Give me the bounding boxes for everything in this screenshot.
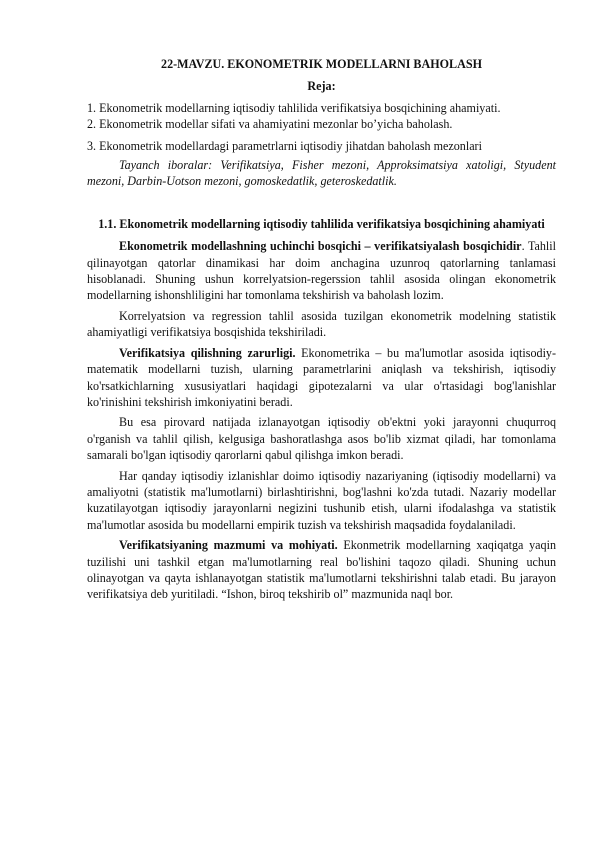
paragraph-lead: Verifikatsiyaning mazmumi va mohiyati.	[119, 538, 338, 553]
body-paragraph	[87, 537, 556, 603]
plan-item: 1. Ekonometrik modellarning iqtisodiy tahlilida verifikatsiya bosqichining ahamiyati.	[87, 100, 501, 115]
paragraph-text: . Tahlil qilinayotgan qatorlar dinamikasi har doim anchagina uzunroq qatorlarning tanlamasi hisoblanadi. Shuning ushun korrelyatsion-regerssion tahlil asosida olingan ekonometrik modellarning ishonshliligini har tomonlama tekshirish va baholash lozim.	[87, 239, 556, 303]
paragraph-text: Ekonmetrik modellarning xaqiqatga yaqin tuzilishi uni tashkil etgan ma'lumotlarning real bo'lishini taqozo qiladi. Shuning uchun olinayotgan va qayta ishlanayotgan statistik ma'lumotlarni tekshirishni talab etadi. Bu jarayon verifikatsiya deb yuritiladi. “Ishon, biroq tekshirib ol” mazmunida naql bor.	[87, 538, 556, 602]
plan-item: 3. Ekonometrik modellardagi parametrlarni iqtisodiy jihatdan baholash mezonlari	[87, 138, 482, 153]
paragraph-text: Har qanday iqtisodiy izlanishlar doimo iqtisodiy nazariyaning (iqtisodiy modellarni) va amaliyotni (statistik ma'lumotlarni) birlashtirishni, bog'lashni ko'zda tutadi. Nazariy modellar kuzatilayotgan iqtisodiy jarayonlarni negizini tushunib etish, ularni ifodalashga va statistik ma'lumotlar asosida bu modellarni empirik tuzish va tekshirish maqsadida foydalaniladi.	[87, 468, 556, 532]
section-heading: 1.1. Ekonometrik modellarning iqtisodiy tahlilida verifikatsiya bosqichining ahamiyati	[98, 216, 545, 231]
paragraph-lead: Verifikatsiya qilishning zarurligi.	[119, 345, 296, 360]
body-paragraph	[87, 345, 556, 411]
plan-list	[87, 100, 556, 154]
paragraph-text: Korrelyatsion va regression tahlil asosida tuzilgan ekonometrik modelning statistik ahamiyatligi verifikatsiya bosqishida tekshiriladi.	[87, 308, 556, 340]
body-paragraph	[87, 414, 556, 463]
paragraph-text: Ekonometrika – bu ma'lumotlar asosida iqtisodiy-matematik modellarni tuzish, ularning parametrlarini aniqlash va tekshirish, iqtisodiy ko'rsatkichlarning xususiyatlari haqidagi gipotezalarni va ular o'rtasidagi bog'lanishlar ko'rinishini tekshirish imkoniyatini beradi.	[87, 345, 556, 409]
body-paragraph	[87, 308, 556, 341]
keywords-paragraph: Tayanch iboralar: Verifikatsiya, Fisher mezoni, Approksimatsiya xatoligi, Styudent mezoni, Darbin-Uotson mezoni, gomoskedatlik, geteroskedatlik.	[87, 158, 556, 189]
paragraph-text: Bu esa pirovard natijada izlanayotgan iqtisodiy ob'ektni yoki jarayonni chuqurroq o'rganish va tahlil qilish, kelgusiga bashoratlashga asos bo'lib xizmat qiladi, har tomonlama samarali bo'lgan iqtisodiy qarorlarni qabul qilishga imkon beradi.	[87, 415, 556, 463]
body-paragraph	[87, 468, 556, 534]
paragraph-lead: Ekonometrik modellashning uchinchi bosqichi – verifikatsiyalash bosqichidir	[119, 239, 522, 254]
plan-heading: Reja:	[307, 79, 336, 94]
plan-item: 2. Ekonometrik modellar sifati va ahamiyatini mezonlar bo’yicha baholash.	[87, 117, 453, 132]
body-paragraph	[87, 238, 556, 304]
document-title: 22-MAVZU. EKONOMETRIK MODELLARNI BAHOLASH	[161, 57, 482, 71]
